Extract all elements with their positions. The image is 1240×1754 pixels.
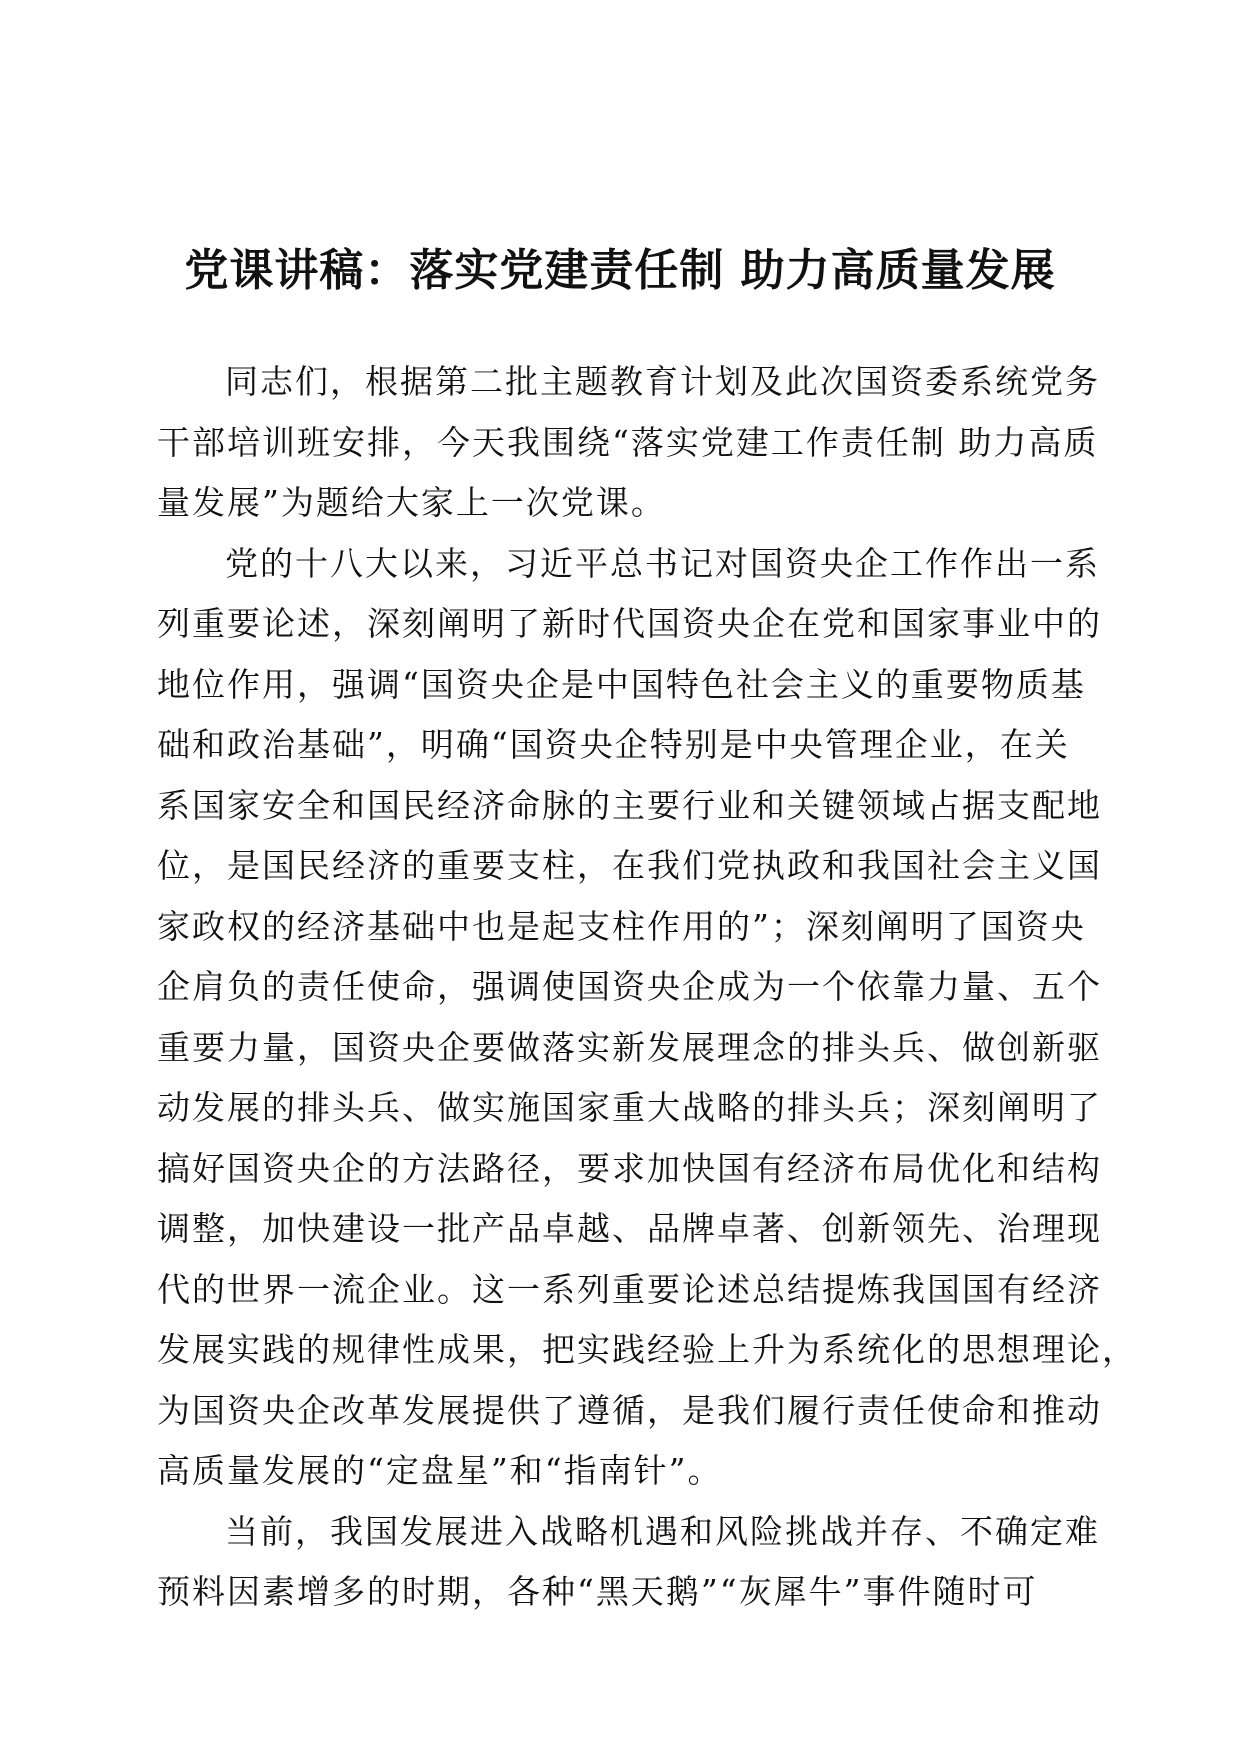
text-line: 调整，加快建设一批产品卓越、品牌卓著、创新领先、治理现: [157, 1209, 1102, 1248]
text-line: 同志们，根据第二批主题教育计划及此次国资委系统党务: [225, 362, 1100, 401]
text-line: 干部培训班安排，今天我围绕“落实党建工作责任制 助力高质: [157, 422, 1099, 462]
paragraph-1: [157, 352, 1100, 534]
text-line: 系国家安全和国民经济命脉的主要行业和关键领域占据支配地: [157, 785, 1102, 825]
text-line: 党的十八大以来，习近平总书记对国资央企工作作出一系: [225, 543, 1100, 583]
text-line: 高质量发展的“定盘星”和“指南针”。: [157, 1451, 723, 1490]
paragraph-2: [157, 534, 1137, 1502]
text-line: 代的世界一流企业。这一系列重要论述总结提炼我国国有经济: [157, 1269, 1102, 1309]
text-line: 重要力量，国资央企要做落实新发展理念的排头兵、做创新驱: [157, 1027, 1102, 1067]
text-line: 家政权的经济基础中也是起支柱作用的”；深刻阐明了国资央: [157, 906, 1086, 946]
document-body: [157, 352, 1137, 1623]
text-line: 位，是国民经济的重要支柱，在我们党执政和我国社会主义国: [157, 846, 1102, 885]
text-line: 预料因素增多的时期，各种“黑天鹅”“灰犀牛”事件随时可: [157, 1572, 1038, 1611]
text-line: 发展实践的规律性成果，把实践经验上升为系统化的思想理论，: [157, 1330, 1137, 1369]
text-line: 当前，我国发展进入战略机遇和风险挑战并存、不确定难: [225, 1511, 1100, 1551]
text-line: 列重要论述，深刻阐明了新时代国资央企在党和国家事业中的: [157, 604, 1102, 643]
text-line: 为国资央企改革发展提供了遵循，是我们履行责任使命和推动: [157, 1390, 1102, 1430]
text-line: 搞好国资央企的方法路径，要求加快国有经济布局优化和结构: [157, 1148, 1102, 1188]
text-line: 础和政治基础”，明确“国资央企特别是中央管理企业，在关: [157, 725, 1070, 764]
text-line: 动发展的排头兵、做实施国家重大战略的排头兵；深刻阐明了: [157, 1088, 1102, 1127]
document-title: 党课讲稿：落实党建责任制 助力高质量发展: [184, 245, 1056, 296]
text-line: 企肩负的责任使命，强调使国资央企成为一个依靠力量、五个: [157, 967, 1102, 1006]
paragraph-3: [157, 1502, 1100, 1623]
text-line: 地位作用，强调“国资央企是中国特色社会主义的重要物质基: [157, 664, 1086, 704]
text-line: 量发展”为题给大家上一次党课。: [157, 483, 666, 522]
